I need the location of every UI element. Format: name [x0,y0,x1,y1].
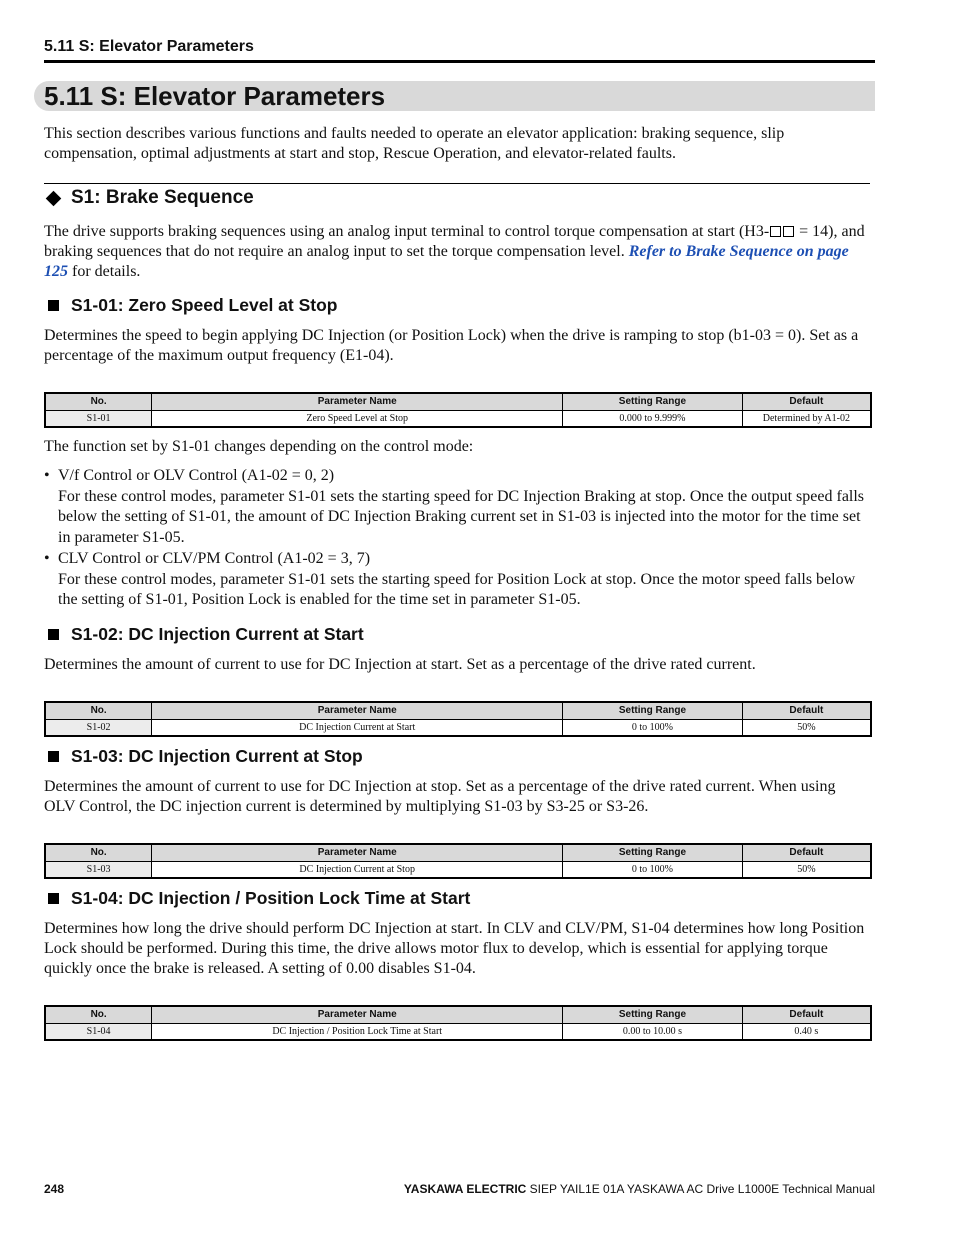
bullet-body: For these control modes, parameter S1-01 sets the starting speed for Position Lock at stop. Once the motor speed falls below the setting of S1-01, Position Lock is enabled for the time set in parameter S1-05. [58,570,856,608]
col-parameter-name: Parameter Name [152,702,563,719]
footer-doc-title: SIEP YAIL1E 01A YASKAWA AC Drive L1000E Technical Manual [526,1182,875,1196]
parameter-table-s1-02 [44,701,872,737]
col-parameter-name: Parameter Name [152,844,563,861]
col-default: Default [742,844,871,861]
s1-02-heading-text: S1-02: DC Injection Current at Start [71,624,364,644]
s1-02-description: Determines the amount of current to use for DC Injection at start. Set as a percentage of the drive rated current. [44,656,756,673]
list-item [44,549,870,611]
page-number: 248 [44,1182,65,1196]
table-header-row [45,393,871,410]
cell-no: S1-01 [45,410,152,427]
cell-name: DC Injection Current at Stop [152,861,563,878]
table-header-row [45,844,871,861]
list-item [44,466,870,548]
col-setting-range: Setting Range [563,1006,743,1023]
table-row [45,719,871,736]
cell-range: 0.00 to 10.00 s [563,1023,743,1040]
col-parameter-name: Parameter Name [152,1006,563,1023]
s1-01-after-text: The function set by S1-01 changes depending on the control mode: [44,438,474,455]
cell-default: Determined by A1-02 [742,410,871,427]
bullet-mark: • [44,467,50,484]
s1-heading-text: S1: Brake Sequence [71,187,254,208]
parameter-table-s1-03 [44,843,872,879]
cell-default: 50% [742,719,871,736]
cell-name: DC Injection Current at Start [152,719,563,736]
placeholder-box-icon [770,226,781,237]
s1-03-heading-text: S1-03: DC Injection Current at Stop [71,746,363,766]
s1-text-c: for details. [68,263,141,280]
section-intro: This section describes various functions and faults needed to operate an elevator application: braking sequence, slip compensation, optimal adjustments at start and stop, Rescue Operation, and elevator-related faults. [44,125,785,162]
col-no: No. [45,393,152,410]
table-row [45,1023,871,1040]
bullet-lead: CLV Control or CLV/PM Control (A1-02 = 3, 7) [58,550,371,567]
col-no: No. [45,702,152,719]
col-setting-range: Setting Range [563,702,743,719]
footer-doc-info [404,1182,875,1196]
bullet-body: For these control modes, parameter S1-01 sets the starting speed for DC Injection Braking at stop. Once the output speed falls below the setting of S1-01, the amount of DC Injection Braking current set in S1-03 is injected into the motor for the time set in parameter S1-05. [58,487,865,546]
footer-brand: YASKAWA ELECTRIC [403,1182,527,1196]
s1-03-heading [44,745,363,767]
running-header: 5.11 S: Elevator Parameters [44,38,254,55]
s1-heading [44,186,254,210]
col-setting-range: Setting Range [563,393,743,410]
cell-name: Zero Speed Level at Stop [152,410,563,427]
s1-04-heading [44,887,470,909]
brake-sequence-link[interactable]: Refer to Brake Sequence on page 125 [44,243,849,280]
table-header-row [45,1006,871,1023]
cell-default: 0.40 s [742,1023,871,1040]
header-rule [44,60,875,63]
cell-range: 0 to 100% [563,861,743,878]
diamond-bullet-icon [46,190,62,206]
s1-01-heading-text: S1-01: Zero Speed Level at Stop [71,295,338,315]
s1-04-heading-text: S1-04: DC Injection / Position Lock Time at Start [71,888,471,908]
s1-02-heading [44,623,364,645]
col-default: Default [742,1006,871,1023]
col-setting-range: Setting Range [563,844,743,861]
cell-default: 50% [742,861,871,878]
cell-no: S1-04 [45,1023,152,1040]
square-bullet-icon [48,629,59,640]
s1-01-description: Determines the speed to begin applying DC Injection (or Position Lock) when the drive is ramping to stop (b1-03 = 0). Set as a percentage of the maximum output frequency (E1-04). [44,327,859,364]
bullet-lead: V/f Control or OLV Control (A1-02 = 0, 2) [58,467,335,484]
col-default: Default [742,393,871,410]
cell-no: S1-02 [45,719,152,736]
cell-name: DC Injection / Position Lock Time at Start [152,1023,563,1040]
placeholder-box-icon [783,226,794,237]
col-parameter-name: Parameter Name [152,393,563,410]
bullet-mark: • [44,550,50,567]
s1-03-description: Determines the amount of current to use for DC Injection at stop. Set as a percentage of the drive rated current. When using OLV Control, the DC injection current is determined by multiplying S1-03 by S3-25 or S3-26. [44,778,836,815]
cell-range: 0 to 100% [563,719,743,736]
parameter-table-s1-04 [44,1005,872,1041]
s1-description [44,222,870,282]
square-bullet-icon [48,751,59,762]
section-title: 5.11 S: Elevator Parameters [44,81,386,111]
table-header-row [45,702,871,719]
col-no: No. [45,1006,152,1023]
cell-no: S1-03 [45,861,152,878]
col-default: Default [742,702,871,719]
s1-04-description: Determines how long the drive should perform DC Injection at start. In CLV and CLV/PM, S1-04 determines how long Position Lock should be performed. During this time, the drive allows motor flux to develop, which is essential for applying torque quickly once the brake is released. A setting of 0.00 disables S1-04. [44,920,865,977]
divider [44,183,870,184]
table-row [45,861,871,878]
s1-text-b: = 14), and braking sequences that do not require an analog input to set the torque compensation level. [44,223,865,260]
parameter-table-s1-01 [44,392,872,428]
s1-01-heading [44,294,337,316]
table-row [45,410,871,427]
col-no: No. [45,844,152,861]
s1-text-a: The drive supports braking sequences using an analog input terminal to control torque compensation at start (H3- [44,223,770,240]
cell-range: 0.000 to 9.999% [563,410,743,427]
square-bullet-icon [48,893,59,904]
square-bullet-icon [48,300,59,311]
